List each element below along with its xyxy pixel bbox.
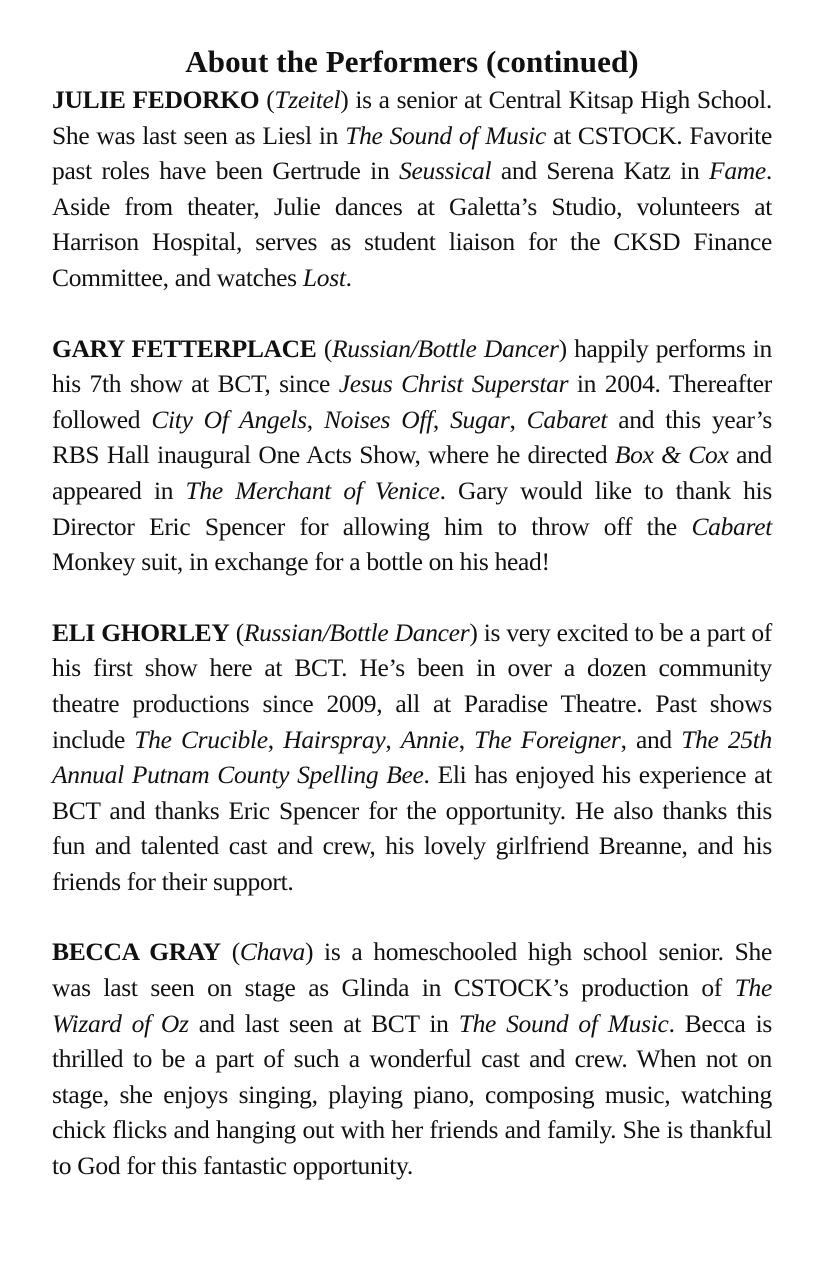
- performer-bio-text: [52, 85, 772, 292]
- work-title: Cabaret: [526, 404, 608, 434]
- performer-bio-becca-gray: [52, 934, 772, 1183]
- bio-segment: (: [220, 937, 240, 967]
- bio-segment: (: [316, 333, 333, 363]
- work-title: Russian/Bottle Dancer: [243, 617, 470, 647]
- performer-bio-eli-ghorley: [52, 615, 772, 900]
- bio-segment: . Becca is thrilled to be a part of such a wonderful cast and crew. When not on stage, she enjoys singing, playing piano, composing music, watching chick flicks and hanging out with her friends and family. She is thankful to God for this fantastic opportunity.: [52, 1008, 772, 1181]
- work-title: Tzeitel: [274, 85, 341, 114]
- page-title: About the Performers (continued): [185, 44, 639, 79]
- work-title: Jesus Christ Superstar: [338, 369, 569, 399]
- work-title: Noises Off: [323, 404, 433, 434]
- work-title: Seussical: [399, 156, 492, 186]
- bio-segment: and appeared in: [52, 440, 772, 505]
- bio-segment: ) is a homeschooled high school senior. She was last seen on stage as Glinda in CSTOCK’s production of: [52, 937, 772, 1003]
- bio-segment: ,: [267, 724, 284, 754]
- bio-segment: ) is a senior at Central Kitsap High School. She was last seen as Liesl in: [52, 85, 772, 150]
- performer-bio-text: [52, 334, 772, 577]
- work-title: Russian/Bottle Dancer: [332, 333, 559, 363]
- bio-segment: and Serena Katz in: [491, 156, 710, 186]
- work-title: Hairspray: [283, 724, 386, 754]
- bio-segment: at CSTOCK. Favorite past roles have been Gertrude in: [52, 120, 772, 186]
- work-title: The Crucible: [134, 724, 268, 754]
- bio-segment: ,: [385, 724, 401, 754]
- performer-bio-julie-fedorko: [52, 82, 772, 296]
- bio-segment: ,: [306, 404, 324, 434]
- bio-segment: and last seen at BCT in: [188, 1008, 459, 1038]
- performer-name: JULIE FEDORKO: [52, 85, 260, 114]
- bio-segment: ,: [509, 404, 527, 434]
- bio-segment: ,: [432, 404, 451, 434]
- bio-segment: ,: [458, 724, 475, 754]
- work-title: Chava: [239, 937, 305, 967]
- work-title: The Merchant of Venice: [185, 475, 440, 505]
- performer-bio-text: [52, 937, 772, 1180]
- bio-segment: . Eli has enjoyed his experience at BCT and thanks Eric Spencer for the opportunity. He also thanks this fun and talented cast and crew, his lovely girlfriend Breanne, and his friends for their support.: [52, 760, 772, 896]
- work-title: The 25th Annual Putnam County Spelling Bee: [52, 724, 773, 790]
- work-title: The Foreigner: [474, 724, 621, 754]
- work-title: Sugar: [450, 404, 510, 434]
- bio-segment: in 2004. Thereafter followed: [52, 369, 772, 434]
- performer-bio-text: [52, 618, 772, 896]
- work-title: Cabaret: [691, 511, 772, 541]
- performer-name: GARY FETTERPLACE: [52, 333, 317, 363]
- work-title: The Wizard of Oz: [52, 973, 772, 1038]
- bio-segment: (: [229, 617, 244, 647]
- bio-segment: . Gary would like to thank his Director Eric Spencer for allowing him to throw off the: [52, 475, 772, 541]
- performers-page: [52, 42, 772, 1219]
- bio-segment: ) happily performs in his 7th show at BCT, since: [52, 333, 772, 399]
- work-title: The Sound of Music: [458, 1008, 669, 1038]
- work-title: Box & Cox: [614, 440, 729, 470]
- bio-segment: .: [345, 262, 352, 292]
- bio-segment: ) is very excited to be a part of his first show here at BCT. He’s been in over a dozen community theatre productions since 2009, all at Paradise Theatre. Past shows include: [52, 617, 772, 754]
- bio-segment: (: [259, 85, 275, 114]
- bio-segment: . Aside from theater, Julie dances at Galetta’s Studio, volunteers at Harrison Hospital, serves as student liaison for the CKSD Finance Committee, and watches: [52, 156, 772, 292]
- work-title: City Of Angels: [151, 404, 307, 434]
- bio-segment: , and: [620, 724, 682, 754]
- work-title: The Sound of Music: [345, 120, 547, 150]
- work-title: Annie: [400, 724, 459, 754]
- bio-segment: and this year’s RBS Hall inaugural One Acts Show, where he directed: [52, 404, 773, 470]
- performer-bio-gary-fetterplace: [52, 331, 772, 580]
- performer-name: BECCA GRAY: [52, 937, 221, 967]
- performer-name: ELI GHORLEY: [52, 617, 230, 647]
- work-title: Fame: [709, 156, 766, 186]
- bio-segment: Monkey suit, in exchange for a bottle on his head!: [52, 547, 550, 577]
- work-title: Lost: [302, 262, 346, 292]
